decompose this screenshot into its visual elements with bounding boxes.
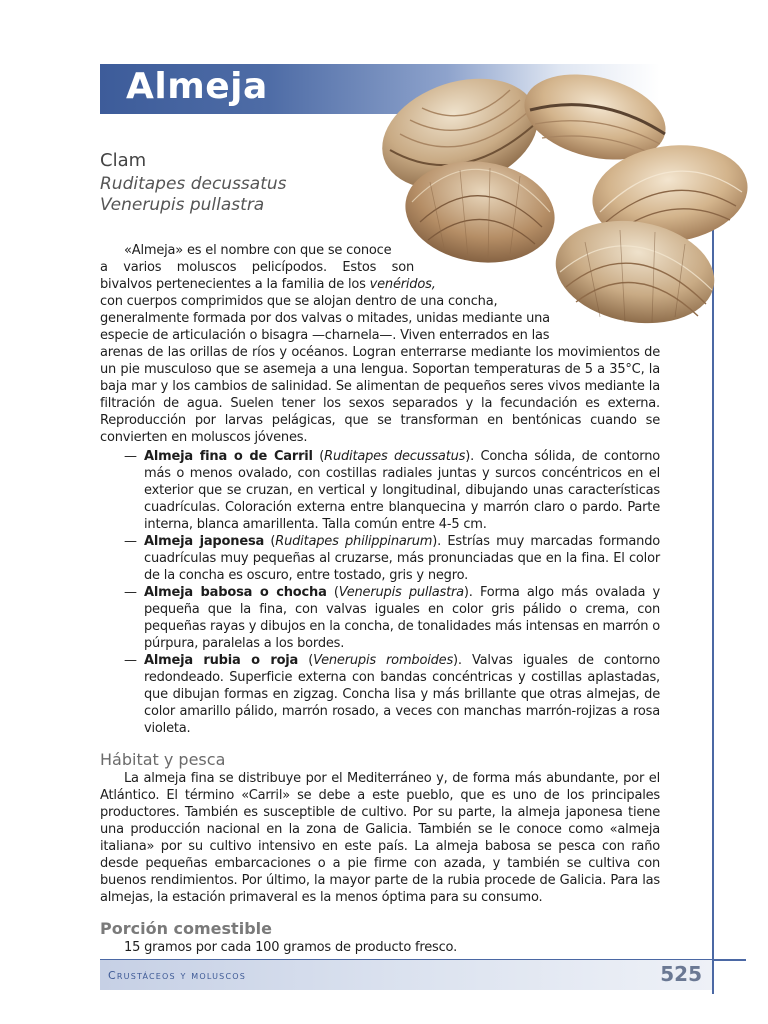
page-footer — [100, 960, 712, 990]
intro-line: con cuerpos comprimidos que se alojan dentro de una concha, — [100, 294, 498, 309]
intro-line: a varios moluscos pelicípodos. Estos son — [100, 260, 414, 275]
variety-text: ). Forma algo más ovalada y pequeña que la fina, con valvas iguales en color gris pálido o crema, con pequeñas rayas y dibujos en la concha, de tonalidades más intensas en marrón o púrpura, paralelas a los bordes. — [144, 585, 660, 651]
scientific-name: Venerupis pullastra — [100, 195, 265, 215]
intro-line: especie de articulación o bisagra —charnela—. Viven enterrados en las — [100, 328, 550, 343]
list-item: — Almeja japonesa (Ruditapes philippinarum). Estrías muy marcadas formando cuadrículas muy pequeñas al cruzarse, más pronunciadas que en la fina. El color de la concha es oscuro, entre tostado, gris y negro. — [124, 534, 660, 583]
portion-paragraph: 15 gramos por cada 100 gramos de producto fresco. — [124, 940, 458, 955]
dash-marker: — — [124, 585, 137, 600]
article-body — [100, 242, 660, 956]
habitat-heading: Hábitat y pesca — [100, 750, 226, 769]
variety-sci: Venerupis romboides — [313, 653, 454, 668]
variety-list — [100, 448, 660, 737]
intro-line: generalmente formada por dos valvas o mitades, unidas mediante una — [100, 311, 550, 326]
intro-rest: arenas de las orillas de ríos y océanos. Logran enterrarse mediante los movimientos de un pie musculoso que se asemeja a una lengua. Soportan temperaturas de 5 a 35°C, la baja mar y los cambios de salinidad. Se alimentan de pequeños seres vivos mediante la filtración de agua. Suelen tener los sexos separados y la fecundación es externa. Reproducción por larvas pelágicas, que se transforman en bentónicas cuando se convierten en moluscos jóvenes. — [100, 345, 660, 445]
variety-sci: Ruditapes decussatus — [324, 449, 466, 464]
habitat-paragraph: La almeja fina se distribuye por el Mediterráneo y, de forma más abundante, por el Atlántico. El término «Carril» se debe a este pueblo, que es uno de los principales productores. También es susceptible de cultivo. Por su parte, la almeja japonesa tiene una producción nacional en la zona de Galicia. También se le conoce como «almeja italiana» por su cultivo intensivo en este país. La almeja babosa se pesca con raño desde pequeñas embarcaciones o a pie firme con azada, y también se cultiva con buenos rendimientos. Por último, la mayor parte de la rubia procede de Galicia. Para las almejas, la estación primaveral es la menos óptima para su consumo. — [100, 771, 660, 905]
english-name: Clam — [100, 150, 147, 171]
dash-marker: — — [124, 653, 137, 668]
intro-line: «Almeja» es el nombre con que se conoce — [124, 243, 392, 258]
variety-text: ). Estrías muy marcadas formando cuadrículas muy pequeñas al cruzarse, más pronunciadas que en la fina. El color de la concha es oscuro, entre tostado, gris y negro. — [144, 534, 660, 583]
page-number: 525 — [660, 962, 702, 986]
scientific-name: Ruditapes decussatus — [100, 174, 287, 194]
list-item: — Almeja rubia o roja (Venerupis romboides). Valvas iguales de contorno redondeado. Superficie externa con bandas concéntricas y costillas aplastadas, que dibujan formas en zigzag. Concha lisa y más brillante que otras almejas, de color amarillo pálido, marrón rosado, a veces con manchas marrón-rojizas a rosa violeta. — [124, 653, 660, 736]
variety-text: ). Valvas iguales de contorno redondeado. Superficie externa con bandas concéntricas y costillas aplastadas, que dibujan formas en zigzag. Concha lisa y más brillante que otras almejas, de color amarillo pálido, marrón rosado, a veces con manchas marrón-rojizas a rosa violeta. — [144, 653, 660, 736]
variety-sci: Venerupis pullastra — [338, 585, 464, 600]
intro-paragraph — [100, 242, 660, 446]
intro-line — [100, 276, 660, 293]
variety-name: Almeja japonesa — [144, 534, 265, 549]
intro-line-text: bivalvos pertenecientes a la familia de los — [100, 277, 370, 292]
page-title: Almeja — [126, 66, 268, 107]
variety-sci: Ruditapes philippinarum — [275, 534, 433, 549]
list-item: — Almeja fina o de Carril (Ruditapes decussatus). Concha sólida, de contorno más o menos ovalado, con costillas radiales juntas y surcos concéntricos en el exterior que se cruzan, en vertical y longitudinal, dibujando unas características cuadrículas. Coloración externa entre blanquecina y marrón claro o pardo. Parte interna, blanca amarillenta. Talla común entre 4-5 cm. — [124, 449, 660, 532]
dash-marker: — — [124, 449, 137, 464]
variety-name: Almeja fina o de Carril — [144, 449, 313, 464]
variety-name: Almeja babosa o chocha — [144, 585, 327, 600]
species-names — [100, 150, 400, 216]
portion-heading: Porción comestible — [100, 919, 272, 938]
variety-name: Almeja rubia o roja — [144, 653, 299, 668]
list-item: — Almeja babosa o chocha (Venerupis pullastra). Forma algo más ovalada y pequeña que la fina, con valvas iguales en color gris pálido o crema, con pequeñas rayas y dibujos en la concha, de tonalidades más intensas en marrón o púrpura, paralelas a los bordes. — [124, 585, 660, 651]
footer-section: Crustáceos y moluscos — [108, 969, 247, 982]
dash-marker: — — [124, 534, 137, 549]
variety-text: ). Concha sólida, de contorno más o menos ovalado, con costillas radiales juntas y surcos concéntricos en el exterior que se cruzan, en vertical y longitudinal, dibujando unas características cuadrículas. Coloración externa entre blanquecina y marrón claro o pardo. Parte interna, blanca amarillenta. Talla común entre 4-5 cm. — [144, 449, 660, 532]
intro-italic: venéridos, — [369, 277, 436, 292]
